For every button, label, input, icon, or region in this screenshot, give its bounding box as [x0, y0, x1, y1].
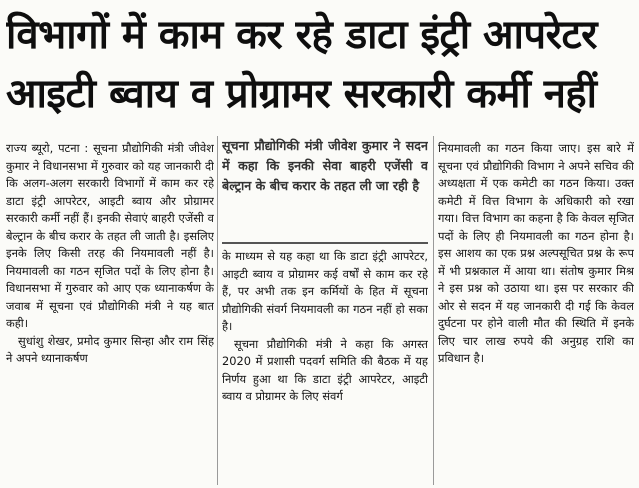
article-column-1: [6, 140, 214, 485]
column-2-paragraph-2: सूचना प्रौद्योगिकी मंत्री ने कहा कि अगस्त 2020 में प्रशासी पदवर्ग समिति की बैठक में यह निर्णय हुआ था कि डाटा इंट्री आपरेटर, आइटी ब्वाय व प्रोग्रामर के लिए संवर्ग: [222, 336, 428, 403]
headline-line-2: आइटी ब्वाय व प्रोग्रामर सरकारी कर्मी नहीं: [6, 71, 597, 117]
article-column-2: [222, 248, 428, 485]
headline-line-1: विभागों में काम कर रहे डाटा इंट्री आपरेटर: [6, 12, 597, 58]
column-3-paragraph-1: नियमावली का गठन किया जाए। इस बारे में सूचना एवं प्रौद्योगिकी विभाग ने अपने सचिव की अध्यक्षता में एक कमेटी का गठन किया। उक्त कमेटी में वित्त विभाग के अधिकारी को रखा गया। वित्त विभाग का कहना है कि केवल सृजित पदों के लिए ही नियमावली का गठन होना है। इस आशय का एक प्रश्न अल्पसूचित प्रश्न के रूप में भी प्रश्नकाल में आया था। संतोष कुमार मिश्र ने इस प्रश्न को उठाया था। इस पर सरकार की ओर से सदन में यह जानकारी दी गई कि केवल दुर्घटना पर होने वाली मौत की स्थिति में इनके लिए चार लाख रुपये की अनुग्रह राशि का प्रविधान है।: [438, 141, 634, 365]
column-divider-1: [217, 136, 218, 485]
column-1-paragraph-2: सुधांशु शेखर, प्रमोद कुमार सिन्हा और राम सिंह ने अपने ध्यानाकर्षण: [6, 333, 214, 365]
column-2-paragraph-1: के माध्यम से यह कहा था कि डाटा इंट्री आपरेटर, आइटी ब्वाय व प्रोग्रामर कई वर्षों से काम कर रहे हैं, पर अभी तक इन कर्मियों के हित में सूचना प्रौद्योगिकी संवर्ग नियमावली का गठन नहीं हो सका है।: [222, 249, 428, 333]
column-divider-2: [433, 136, 434, 485]
article-column-3: [438, 140, 634, 485]
pull-quote: सूचना प्रौद्योगिकी मंत्री जीवेश कुमार ने सदन में कहा कि इनकी सेवा बाहरी एजेंसी व बेल्ट्रान के बीच करार के तहत ली जा रही है: [222, 136, 428, 244]
column-1-paragraph-1: राज्य ब्यूरो, पटना : सूचना प्रौद्योगिकी मंत्री जीवेश कुमार ने विधानसभा में गुरुवार को यह जानकारी दी कि अलग-अलग सरकारी विभागों में काम कर रहे डाटा इंट्री आपरेटर, आइटी ब्वाय और प्रोग्रामर सरकारी कर्मी नहीं हैं। इनकी सेवाएं बाहरी एजेंसी व बेल्ट्रान के बीच करार के तहत ली जाती है। इसलिए इनके लिए किसी तरह की नियमावली नहीं है। नियमावली का गठन सृजित पदों के लिए होना है। विधानसभा में गुरुवार को आए एक ध्यानाकर्षण के जवाब में सूचना एवं प्रौद्योगिकी मंत्री ने यह बात कही।: [6, 141, 214, 330]
